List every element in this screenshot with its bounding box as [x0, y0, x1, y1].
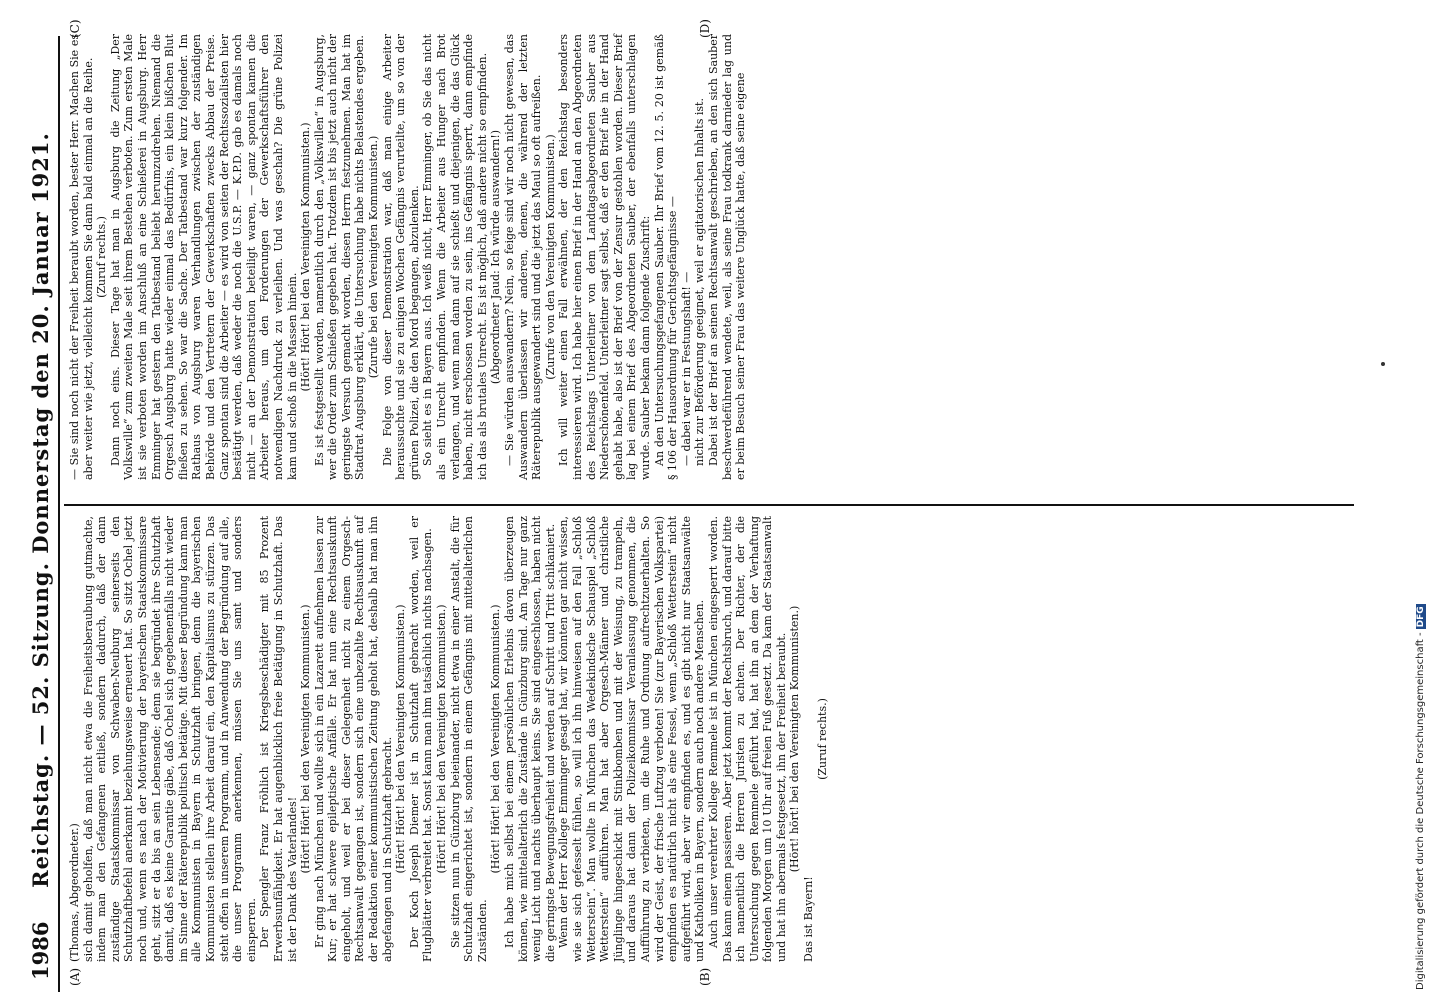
paragraph: (Abgeordneter Jaud: Ich würde auswandern!) [489, 129, 503, 385]
paragraph: So sieht es in Bayern aus. Ich weiß nicht, Herr Emminger, ob Sie das nicht als ein Unrecht empfinden. Wenn die Arbeiter aus Hunger nach Brot verlangen, und wenn man dann auf sie schießt und diejenigen, die das Glück haben, nicht erschossen worden zu sein, ins Gefängnis sperrt, dann empfinde ich das als brutales Unrecht. Es ist möglich, daß andere nicht so empfinden. [421, 34, 489, 480]
paragraph: (Zurufe bei den Vereinigten Kommunisten.) [367, 135, 381, 379]
left-column [68, 516, 829, 962]
paragraph: Dabei ist der Brief an seinen Rechtsanwalt geschrieben, an den sich Sauber beschwerdeführend wendete, weil, als seine Frau todkrank darnieder lag und er beim Besuch seiner Frau das weitere Unglück hatte, daß seine eigene [706, 34, 748, 480]
page-header [28, 40, 58, 980]
paragraph: sich damit geholfen, daß man nicht etwa die Freiheitsberaubung gutmachte, indem man den Gefangenen entließ, sondern dadurch, daß der dann zuständige Staatskommissar von Schwaben-Neuburg seinerseits den Schutzhaftbefehl anerkannt beziehungsweise erneuert hat. So sitzt Ochel jetzt noch und, wenn es nach der Motivierung der bayerischen Staatskommissare geht, sitzt er da bis an sein Lebensende; denn sie begründet ihre Schutzhaft damit, daß es keine Garantie gäbe, daß Ochel sich gegebenenfalls nicht wieder im Sinne der Räterepublik politisch betätige. Mit dieser Begründung kann man alle Kommunisten in Bayern in Schutzhaft bringen, denn die bayerischen Kommunisten stellen ihre Arbeit darauf ein, den Kapitalismus zu stürzen. Das steht offen in unserem Programm, und in Anwendung der Begründung auf alle, die unser Programm anerkennen, müssen Sie uns samt und sonders einsperren. [81, 516, 258, 962]
paragraph: (Hört! Hört! bei den Vereinigten Kommunisten.) [299, 604, 313, 874]
paragraph: (Zurufe von den Vereinigten Kommunisten.) [543, 134, 557, 380]
margin-marker-d: (D) [698, 19, 712, 38]
page-number: 1986 [28, 921, 53, 980]
paragraph: nicht zur Beförderung geeignet, weil er agitatorischen Inhalts ist. [693, 98, 707, 466]
paragraph: Wenn der Herr Kollege Emminger gesagt hat, wir könnten gar nicht wissen, wie sie sich gefesselt fühlen, so will ich ihn hinweisen auf den Fall „Schloß Wetterstein“. Man wollte in München das Wedekindsche Schauspiel „Schloß Wetterstein“ aufführen. Man hat aber Orgesch-Männer und christliche Jünglinge hingeschickt mit Stinkbomben und mit der Weisung, zu trampeln, und daraus hat dann der Polizeikommissar Veranlassung genommen, die Aufführung zu verbieten, um die Ruhe und Ordnung aufrechtzuerhalten. So wird der Geist, der frische Luftzug verboten! Sie (zur Bayerischen Volkspartei) empfinden es natürlich nicht als eine Fessel, wenn „Schloß Wetterstein“ nicht aufgeführt wird, aber wir empfinden es, und es gibt nicht nur Staatsanwälte und Katholiken in Bayern, sondern auch noch andere Menschen. [557, 516, 707, 962]
paragraph: (Zuruf rechts.) [95, 216, 109, 298]
dfg-credit [1415, 604, 1426, 990]
paragraph: Es ist festgestellt worden, namentlich durch den „Volkswillen“ in Augsburg, wer die Order zum Schießen gegeben hat. Trotzdem ist bis jetzt auch nicht der geringste Versuch gemacht worden, diesen Herrn festzunehmen. Man hat im Stadtrat Augsburg erklärt, die Untersuchung habe nichts Belastendes ergeben. [312, 34, 367, 480]
paragraph: (Hört! hört! bei den Vereinigten Kommunisten.) [788, 605, 802, 873]
speck [1381, 362, 1385, 366]
margin-marker-b: (B) [698, 967, 712, 986]
paragraph: — Sie sind noch nicht der Freiheit beraubt worden, bester Herr. Machen Sie es aber weiter wie jetzt, vielleicht kommen Sie dann bald einmal an die Reihe. [68, 34, 95, 480]
paragraph: Das ist Bayern! [802, 876, 816, 962]
paragraph: Auch unser verehrter Kollege Remmele ist in München eingesperrt worden. Das kann einem passieren. Aber jetzt kommt der Rechtsbruch, und darauf bitte ich namentlich die Herren Juristen zu achten. Der Richter, der die Untersuchung gegen Remmele geführt hat, hat ihn an dem der Verhaftung folgenden Morgen um 10 Uhr auf freien Fuß gesetzt. Da kam der Staatsanwalt und hat ihn abermals festgesetzt, ihn der Freiheit beraubt. [706, 516, 788, 962]
credit-text: Digitalisierung gefördert durch die Deutsche Forschungsgemeinschaft - [1415, 632, 1426, 990]
paragraph: Ich will weiter einen Fall erwähnen, der den Reichstag besonders interessieren wird. Ich habe hier einen Brief in der Hand an den Abgeordneten des Reichstags Unterleitner von dem Landtagsabgeordneten Sauber aus Niederschönenfeld. Unterleitner sagt selbst, daß er den Brief nie in der Hand gehabt habe, also ist der Brief von der Zensur gestohlen worden. Dieser Brief lag bei einem Brief des Abgeordneten Sauber, der ebenfalls unterschlagen wurde. Sauber bekam dann folgende Zuschrift: [557, 34, 652, 480]
paragraph: An den Untersuchungsgefangenen Sauber. Ihr Brief vom 12. 5. 20 ist gemäß § 106 der Hausordnung für Gerichtsgefängnisse — [652, 34, 680, 480]
right-column [68, 34, 748, 480]
paragraph: Dann noch eins. Dieser Tage hat man in Augsburg die Zeitung „Der Volkswille“ zum zweiten Male seit ihrem Bestehen verboten. Zum ersten Male ist sie verboten worden im Anschluß an eine Schießerei in Augsburg. Herr Emminger hat gestern den Tatbestand beliebt herumzudrehen. Niemand die Orgesch Augsburg hatte wieder einmal das Bedürfnis, ein klein bißchen Blut fließen zu sehen. So war die Sache. Der Tatbestand war kurz folgender. Im Rathaus von Augsburg waren Verhandlungen zwischen der zuständigen Behörde und den Vertretern der Gewerkschaften zwecks Abbau der Preise. Ganz spontan sind die Arbeiter — es wird von seiten der Rechtssozialisten hier bestätigt werden, daß weder die noch die U.S.P. — K.P.D. gab es damals noch nicht — an der Demonstration beteiligt waren, — ganz spontan kamen die Arbeiter heraus, um den Forderungen der Gewerkschaftsführer den notwendigen Nachdruck zu verleihen. Und was geschah? Die grüne Polizei kam und schoß in die Massen hinein. [108, 34, 299, 480]
paragraph: (Hört! Hört! bei den Vereinigten Kommunisten.) [394, 604, 408, 874]
paragraph: Der Spengler Franz Fröhlich ist Kriegsbeschädigter mit 85 Prozent Erwerbsunfähigkeit. Er hat augenblicklich freie Betätigung in Schutzhaft. Das ist der Dank des Vaterlandes! [258, 516, 299, 962]
paragraph: Die Folge von dieser Demonstration war, daß man einige Arbeiter heraussuchte und sie zu einigen Wochen Gefängnis verurteilte, um so von der grünen Polizei, die den Mord begangen, abzulenken. [380, 34, 421, 480]
margin-marker-a: (A) [68, 967, 82, 986]
paragraph: (Hört! Hört! bei den Vereinigten Kommunisten.) [489, 604, 503, 874]
paragraph: Sie sitzen nun in Günzburg beieinander, nicht etwa in einer Anstalt, die für Schutzhaft eingerichtet ist, sondern in einem Gefängnis mit mittelalterlichen Zuständen. [448, 516, 489, 962]
page-title: Reichstag. — 52. Sitzung. Donnerstag den 20. Januar 1921. [28, 132, 53, 888]
paragraph: (Zuruf rechts.) [815, 698, 829, 780]
paragraph: (Hört! Hört! bei den Vereinigten Kommunisten.) [299, 122, 313, 392]
paragraph: Der Koch Joseph Diemer ist in Schutzhaft gebracht worden, weil er Flugblätter verbreitet hat. Sonst kann man ihm tatsächlich nichts nachsagen. [407, 516, 435, 962]
paragraph: — Sie würden auswandern? Nein, so feige sind wir noch nicht gewesen, das Auswandern überlassen wir anderen, denen, die während der letzten Räterepublik ausgewandert sind und die jetzt das Maul so oft aufreißen. [503, 34, 544, 480]
dfg-logo: DFG [1416, 606, 1426, 628]
paragraph: (Hört! Hört! bei den Vereinigten Kommunisten.) [435, 604, 449, 874]
header-rule [58, 36, 60, 992]
paragraph: Ich habe mich selbst bei einem persönlichen Erlebnis davon überzeugen können, wie mittelalterlich die Zustände in Günzburg sind. Am Tage nur ganz wenig Licht und nachts überhaupt keins. Sie sind eingeschlossen, haben nicht die geringste Bewegungsfreiheit und werden auf Schritt und Tritt schikaniert. [503, 516, 557, 962]
margin-marker-c: (C) [68, 19, 82, 38]
paragraph: Er ging nach München und wollte sich in ein Lazarett aufnehmen lassen zur Kur; er hat schwere epileptische Anfälle. Er hat nun eine Rechtsauskunft eingeholt, und weil er bei dieser Gelegenheit nicht zu einem Orgesch-Rechtsanwalt gegangen ist, sondern sich eine unbezahlte Rechtsauskunft auf der Redaktion einer kommunistischen Zeitung geholt hat, deshalb hat man ihn abgefangen und in Schutzhaft gebracht. [312, 516, 394, 962]
paragraph: — dabei war er in Festungshaft! — [679, 271, 693, 466]
paragraph: (Thomas, Abgeordneter.) [68, 823, 81, 962]
column-divider [64, 504, 1354, 506]
